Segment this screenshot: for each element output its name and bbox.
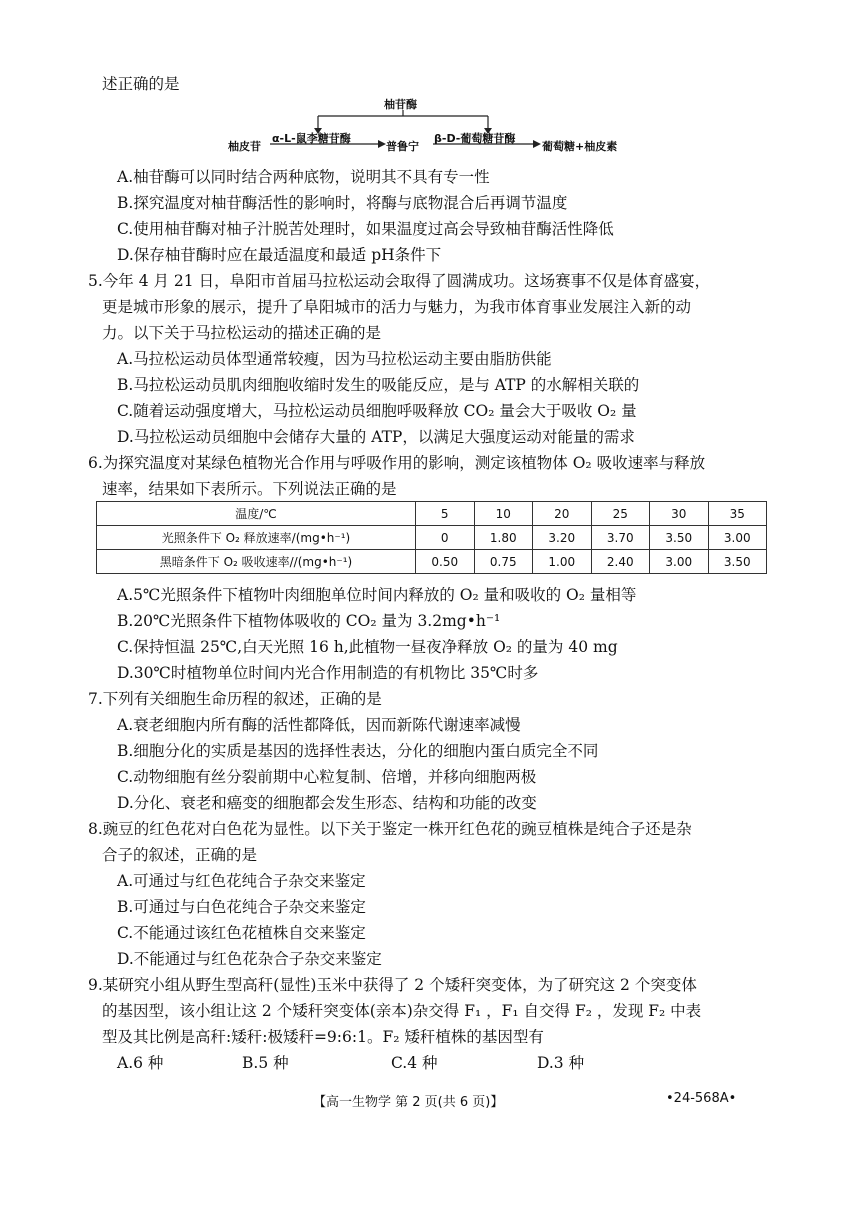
q9-option-a: A.6 种	[117, 1054, 164, 1072]
q5-option-a: A.马拉松运动员体型通常较瘦，因为马拉松运动主要由脂肪供能	[117, 350, 552, 368]
table-cell: 5	[416, 502, 475, 526]
table-cell: 光照条件下 O₂ 释放速率/(mg•h⁻¹)	[97, 526, 416, 550]
table-header-row	[97, 502, 767, 526]
table-cell: 3.20	[533, 526, 592, 550]
table-cell: 黑暗条件下 O₂ 吸收速率//(mg•h⁻¹)	[97, 550, 416, 574]
q6-stem-1: 6.为探究温度对某绿色植物光合作用与呼吸作用的影响，测定该植物体 O₂ 吸收速率与释放	[88, 454, 706, 472]
q7-option-b: B.细胞分化的实质是基因的选择性表达，分化的细胞内蛋白质完全不同	[117, 742, 599, 760]
q8-option-d: D.不能通过与红色花杂合子杂交来鉴定	[117, 950, 382, 968]
q9-option-b: B.5 种	[242, 1054, 289, 1072]
table-cell: 20	[533, 502, 592, 526]
table-cell: 30	[650, 502, 709, 526]
q7-stem: 7.下列有关细胞生命历程的叙述，正确的是	[88, 690, 382, 708]
q8-option-a: A.可通过与红色花纯合子杂交来鉴定	[117, 872, 366, 890]
q8-option-c: C.不能通过该红色花植株自交来鉴定	[117, 924, 366, 942]
table-cell: 2.40	[591, 550, 650, 574]
q9-stem-2: 的基因型，该小组让这 2 个矮秆突变体(亲本)杂交得 F₁ ，F₁ 自交得 F₂ ，发现 F₂ 中表	[102, 1002, 702, 1020]
table-cell: 1.00	[533, 550, 592, 574]
page-footer-code: •24-568A•	[666, 1091, 737, 1106]
q7-option-d: D.分化、衰老和癌变的细胞都会发生形态、结构和功能的改变	[117, 794, 537, 812]
table-cell: 0	[416, 526, 475, 550]
q5-option-c: C.随着运动强度增大，马拉松运动员细胞呼吸释放 CO₂ 量会大于吸收 O₂ 量	[117, 402, 637, 420]
q8-stem-1: 8.豌豆的红色花对白色花为显性。以下关于鉴定一株开红色花的豌豆植株是纯合子还是杂	[88, 820, 692, 838]
q4-option-d: D.保存柚苷酶时应在最适温度和最适 pH条件下	[117, 246, 442, 264]
product-label: 葡萄糖+柚皮素	[542, 140, 618, 153]
q4-stem-end: 述正确的是	[102, 75, 180, 93]
q6-option-a: A.5℃光照条件下植物叶肉细胞单位时间内释放的 O₂ 量和吸收的 O₂ 量相等	[117, 586, 637, 604]
enzyme1-label: α-L-鼠李糖苷酶	[272, 132, 351, 145]
enzyme-label: 柚苷酶	[384, 98, 417, 111]
q5-stem-2: 更是城市形象的展示，提升了阜阳城市的活力与魅力，为我市体育事业发展注入新的动	[102, 298, 692, 316]
table-cell: 1.80	[474, 526, 533, 550]
table-cell: 3.50	[708, 550, 767, 574]
table-cell: 0.50	[416, 550, 475, 574]
table-cell: 25	[591, 502, 650, 526]
table-cell: 3.00	[708, 526, 767, 550]
q4-option-a: A.柚苷酶可以同时结合两种底物，说明其不具有专一性	[117, 168, 490, 186]
substrate-label: 柚皮苷	[228, 140, 261, 153]
q4-option-c: C.使用柚苷酶对柚子汁脱苦处理时，如果温度过高会导致柚苷酶活性降低	[117, 220, 614, 238]
q6-option-b: B.20℃光照条件下植物体吸收的 CO₂ 量为 3.2mg•h⁻¹	[117, 612, 501, 630]
q9-option-c: C.4 种	[391, 1054, 438, 1072]
enzyme2-label: β-D-葡萄糖苷酶	[434, 132, 516, 145]
table-cell: 3.50	[650, 526, 709, 550]
enzyme-pathway-diagram	[228, 96, 638, 164]
q5-option-d: D.马拉松运动员细胞中会储存大量的 ATP，以满足大强度运动对能量的需求	[117, 428, 635, 446]
table-cell: 10	[474, 502, 533, 526]
q4-option-b: B.探究温度对柚苷酶活性的影响时，将酶与底物混合后再调节温度	[117, 194, 568, 212]
q8-option-b: B.可通过与白色花纯合子杂交来鉴定	[117, 898, 366, 916]
q5-option-b: B.马拉松运动员肌肉细胞收缩时发生的吸能反应，是与 ATP 的水解相关联的	[117, 376, 640, 394]
table-cell: 3.70	[591, 526, 650, 550]
q9-stem-1: 9.某研究小组从野生型高秆(显性)玉米中获得了 2 个矮秆突变体，为了研究这 2 个突变体	[88, 976, 697, 994]
table-cell: 35	[708, 502, 767, 526]
q6-stem-2: 速率，结果如下表所示。下列说法正确的是	[102, 480, 397, 498]
table-cell: 0.75	[474, 550, 533, 574]
q9-option-d: D.3 种	[537, 1054, 585, 1072]
q6-option-c: C.保持恒温 25℃,白天光照 16 h,此植物一昼夜净释放 O₂ 的量为 40 mg	[117, 638, 618, 656]
q5-stem-3: 力。以下关于马拉松运动的描述正确的是	[102, 324, 382, 342]
table-cell: 温度/℃	[97, 502, 416, 526]
table-row	[97, 526, 767, 550]
q6-option-d: D.30℃时植物单位时间内光合作用制造的有机物比 35℃时多	[117, 664, 539, 682]
q5-stem-1: 5.今年 4 月 21 日，阜阳市首届马拉松运动会取得了圆满成功。这场赛事不仅是体育盛宴，	[88, 272, 711, 290]
table-row	[97, 550, 767, 574]
intermediate-label: 普鲁宁	[386, 140, 419, 153]
q9-stem-3: 型及其比例是高秆:矮秆:极矮秆=9:6:1。F₂ 矮秆植株的基因型有	[102, 1028, 544, 1046]
rate-table	[96, 501, 767, 574]
q7-option-c: C.动物细胞有丝分裂前期中心粒复制、倍增，并移向细胞两极	[117, 768, 537, 786]
page-footer-title: 【高一生物学 第 2 页(共 6 页)】	[313, 1095, 504, 1110]
table-cell: 3.00	[650, 550, 709, 574]
q8-stem-2: 合子的叙述，正确的是	[102, 846, 258, 864]
q7-option-a: A.衰老细胞内所有酶的活性都降低，因而新陈代谢速率减慢	[117, 716, 521, 734]
